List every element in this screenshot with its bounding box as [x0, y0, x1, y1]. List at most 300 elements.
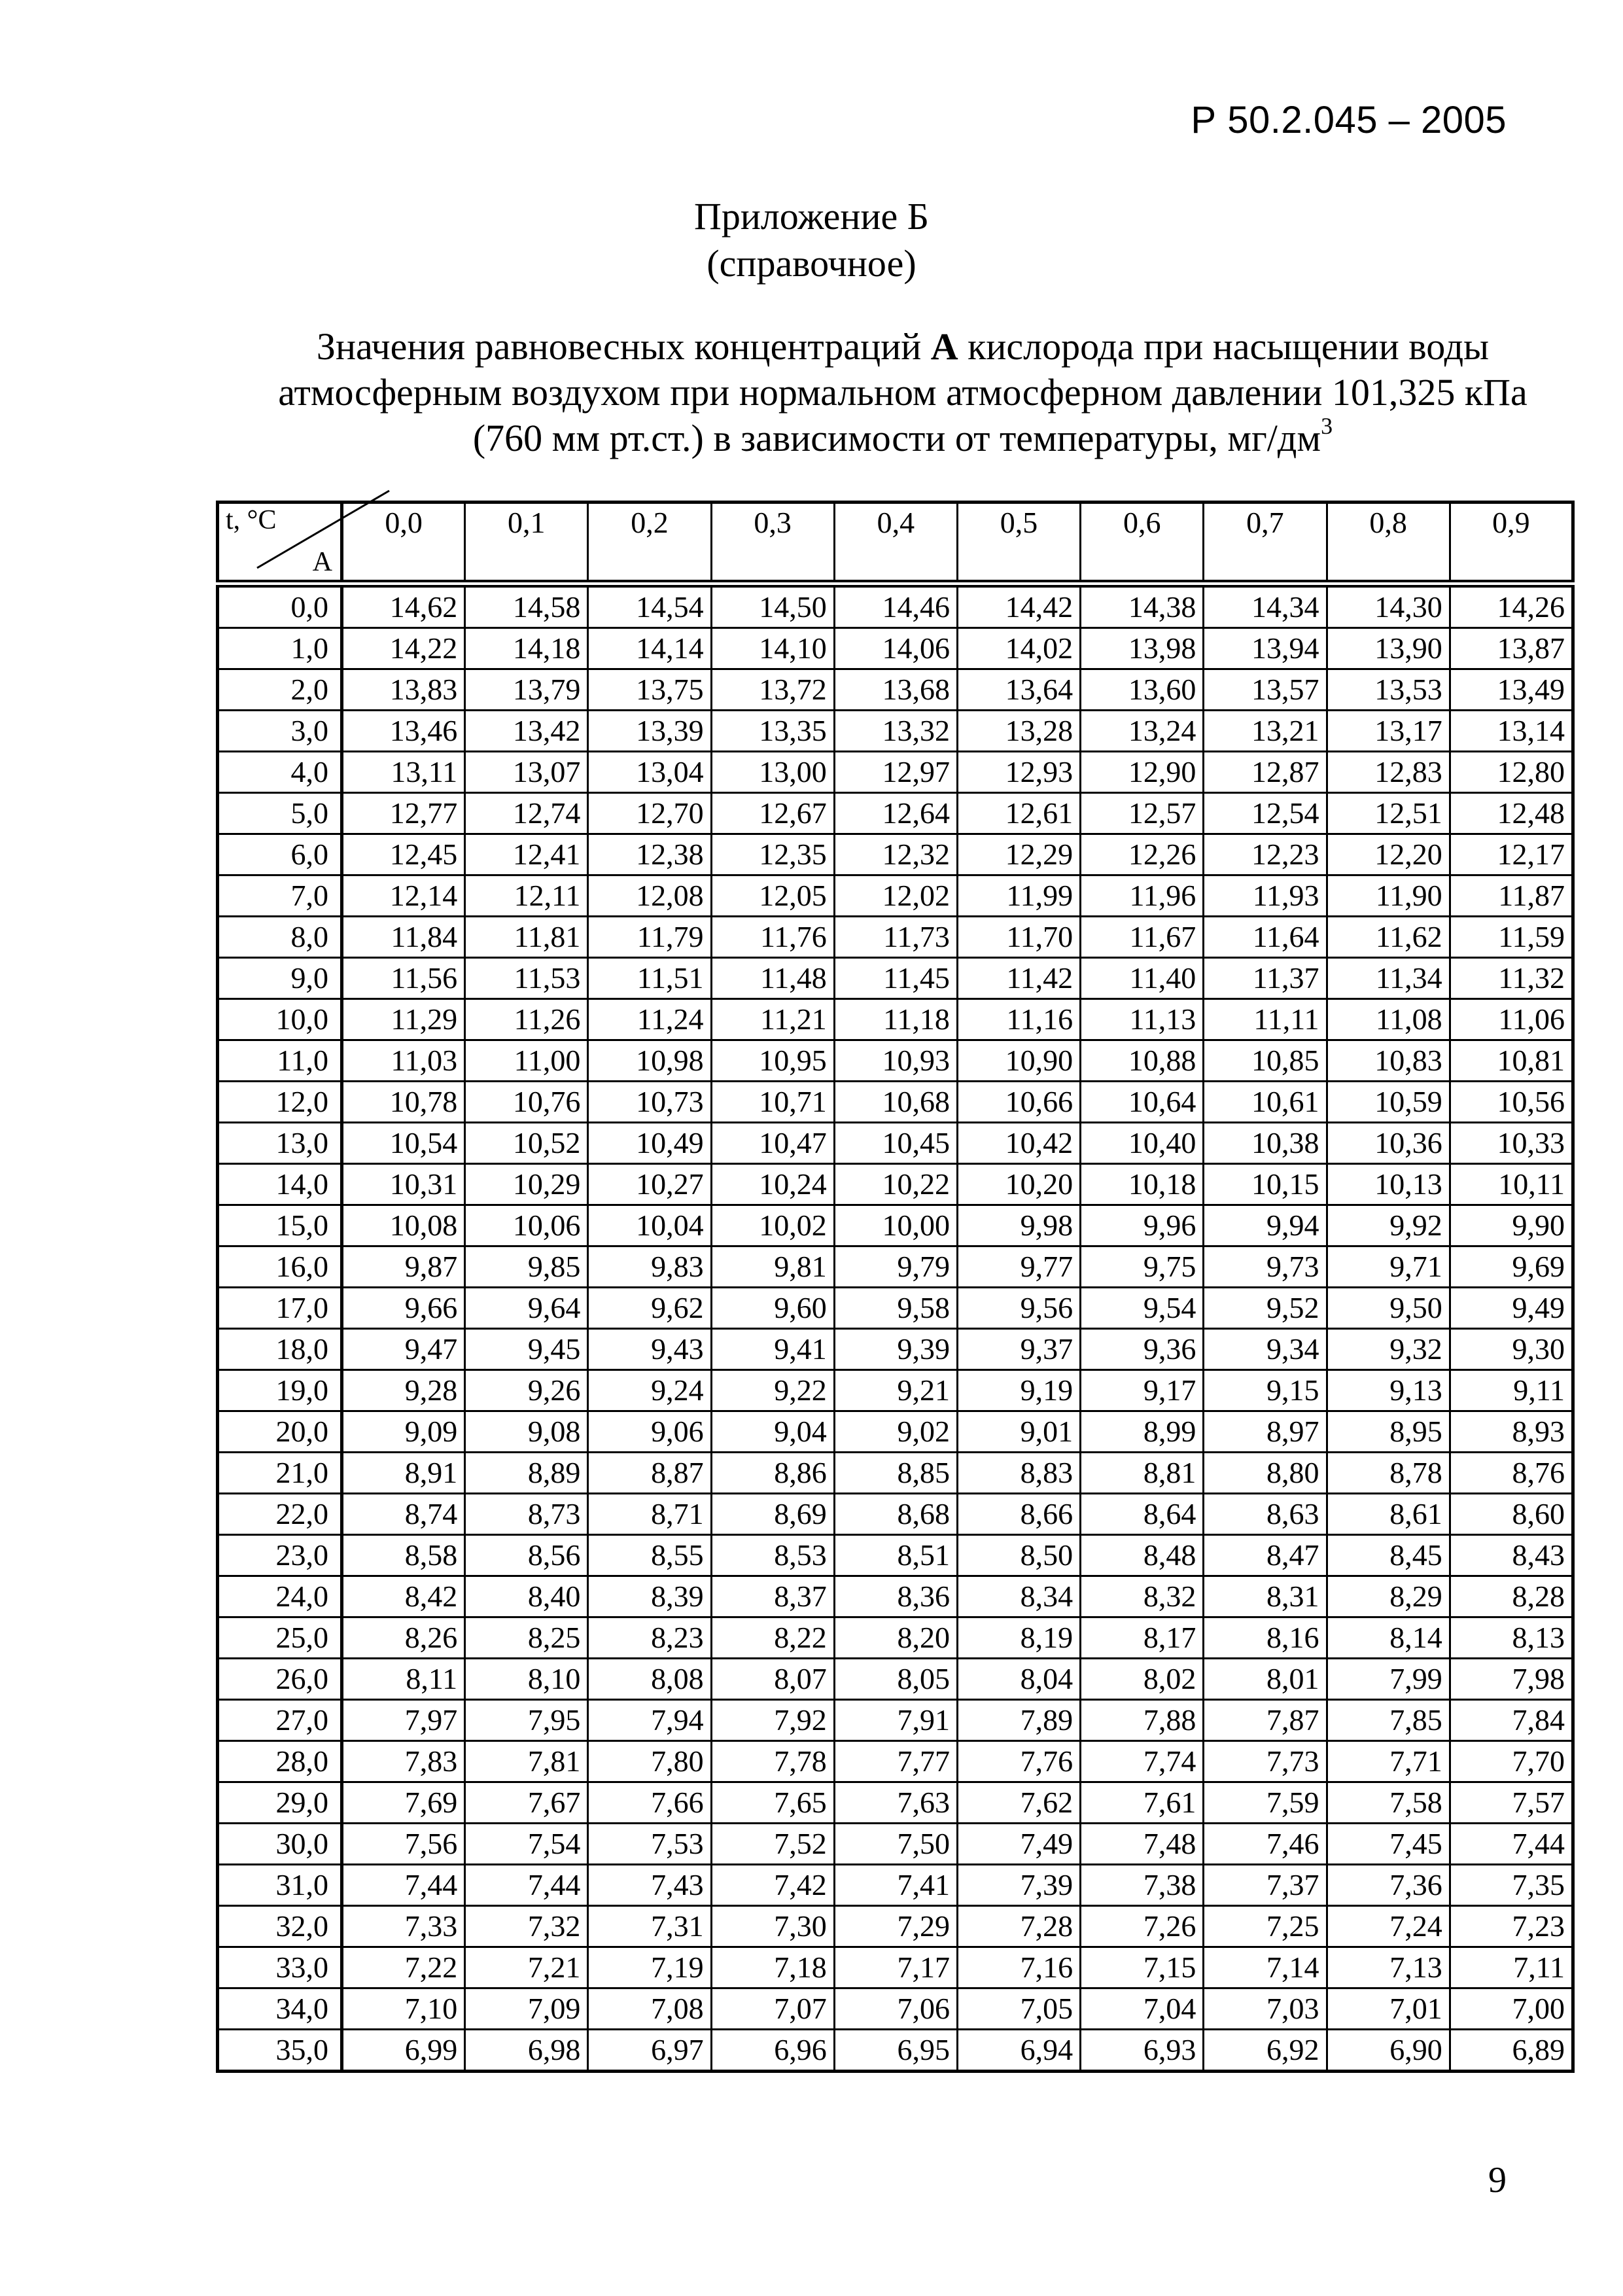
table-row	[218, 1617, 1573, 1659]
appendix-title: Приложение Б	[693, 195, 930, 238]
concentration-cell: 8,56	[465, 1535, 588, 1576]
concentration-cell: 6,94	[957, 2030, 1080, 2072]
concentration-cell: 7,66	[588, 1782, 711, 1824]
concentration-cell: 9,17	[1081, 1370, 1204, 1411]
concentration-cell: 8,73	[465, 1494, 588, 1535]
table-row	[218, 1741, 1573, 1782]
concentration-cell: 10,88	[1081, 1040, 1204, 1082]
concentration-cell: 11,96	[1081, 875, 1204, 917]
concentration-cell: 9,50	[1327, 1288, 1450, 1329]
column-header: 0,9	[1450, 503, 1573, 584]
concentration-cell: 7,73	[1204, 1741, 1327, 1782]
concentration-cell: 9,54	[1081, 1288, 1204, 1329]
concentration-cell: 10,61	[1204, 1082, 1327, 1123]
concentration-cell: 9,98	[957, 1205, 1080, 1246]
concentration-cell: 7,85	[1327, 1700, 1450, 1741]
concentration-cell: 7,57	[1450, 1782, 1573, 1824]
temperature-cell: 22,0	[218, 1494, 342, 1535]
concentration-cell: 9,96	[1081, 1205, 1204, 1246]
concentration-cell: 7,19	[588, 1947, 711, 1988]
concentration-cell: 10,52	[465, 1123, 588, 1164]
concentration-cell: 11,48	[711, 958, 834, 999]
concentration-cell: 10,15	[1204, 1164, 1327, 1205]
concentration-cell: 7,41	[834, 1865, 957, 1906]
concentration-cell: 9,26	[465, 1370, 588, 1411]
concentration-cell: 13,79	[465, 669, 588, 711]
concentration-cell: 10,06	[465, 1205, 588, 1246]
concentration-cell: 10,31	[342, 1164, 465, 1205]
concentration-cell: 14,26	[1450, 584, 1573, 628]
concentration-cell: 9,92	[1327, 1205, 1450, 1246]
concentration-cell: 10,20	[957, 1164, 1080, 1205]
appendix-subtitle: (справочное)	[707, 242, 916, 285]
concentration-cell: 8,28	[1450, 1576, 1573, 1617]
temperature-cell: 13,0	[218, 1123, 342, 1164]
concentration-cell: 8,10	[465, 1659, 588, 1700]
concentration-cell: 7,44	[342, 1865, 465, 1906]
concentration-cell: 12,05	[711, 875, 834, 917]
concentration-cell: 10,90	[957, 1040, 1080, 1082]
table-row	[218, 1288, 1573, 1329]
concentration-cell: 13,49	[1450, 669, 1573, 711]
concentration-cell: 13,53	[1327, 669, 1450, 711]
concentration-cell: 12,61	[957, 793, 1080, 834]
concentration-cell: 13,17	[1327, 711, 1450, 752]
concentration-cell: 10,47	[711, 1123, 834, 1164]
concentration-cell: 7,48	[1081, 1824, 1204, 1865]
concentration-cell: 10,04	[588, 1205, 711, 1246]
temperature-cell: 19,0	[218, 1370, 342, 1411]
concentration-cell: 12,41	[465, 834, 588, 875]
concentration-cell: 7,77	[834, 1741, 957, 1782]
temperature-cell: 26,0	[218, 1659, 342, 1700]
concentration-cell: 7,30	[711, 1906, 834, 1947]
concentration-cell: 8,89	[465, 1453, 588, 1494]
concentration-cell: 8,26	[342, 1617, 465, 1659]
concentration-cell: 7,37	[1204, 1865, 1327, 1906]
caption-symbol: А	[930, 325, 958, 368]
concentration-cell: 8,80	[1204, 1453, 1327, 1494]
concentration-cell: 13,35	[711, 711, 834, 752]
caption-part-1: Значения равновесных концентраций	[316, 325, 931, 368]
table-row	[218, 1535, 1573, 1576]
temperature-cell: 5,0	[218, 793, 342, 834]
concentration-cell: 7,61	[1081, 1782, 1204, 1824]
concentration-cell: 13,39	[588, 711, 711, 752]
concentration-cell: 9,37	[957, 1329, 1080, 1370]
table-row	[218, 1453, 1573, 1494]
temperature-cell: 23,0	[218, 1535, 342, 1576]
concentration-cell: 11,24	[588, 999, 711, 1040]
table-body	[218, 584, 1573, 2072]
table-row	[218, 1246, 1573, 1288]
concentration-cell: 14,50	[711, 584, 834, 628]
concentration-cell: 7,84	[1450, 1700, 1573, 1741]
concentration-cell: 9,69	[1450, 1246, 1573, 1288]
concentration-cell: 10,73	[588, 1082, 711, 1123]
concentration-cell: 8,04	[957, 1659, 1080, 1700]
concentration-cell: 10,18	[1081, 1164, 1204, 1205]
concentration-cell: 11,08	[1327, 999, 1450, 1040]
concentration-cell: 9,04	[711, 1411, 834, 1453]
column-header: 0,4	[834, 503, 957, 584]
concentration-cell: 7,97	[342, 1700, 465, 1741]
concentration-cell: 14,14	[588, 628, 711, 669]
concentration-cell: 12,80	[1450, 752, 1573, 793]
concentration-cell: 7,35	[1450, 1865, 1573, 1906]
concentration-cell: 8,76	[1450, 1453, 1573, 1494]
concentration-cell: 12,48	[1450, 793, 1573, 834]
concentration-cell: 6,95	[834, 2030, 957, 2072]
table-row	[218, 1576, 1573, 1617]
concentration-cell: 12,11	[465, 875, 588, 917]
document-number: Р 50.2.045 – 2005	[1191, 99, 1507, 141]
concentration-cell: 8,17	[1081, 1617, 1204, 1659]
table-row	[218, 1824, 1573, 1865]
concentration-cell: 8,71	[588, 1494, 711, 1535]
concentration-cell: 7,08	[588, 1988, 711, 2030]
concentration-cell: 11,64	[1204, 917, 1327, 958]
concentration-cell: 9,83	[588, 1246, 711, 1288]
concentration-cell: 7,44	[465, 1865, 588, 1906]
column-header: 0,8	[1327, 503, 1450, 584]
concentration-cell: 10,22	[834, 1164, 957, 1205]
concentration-cell: 10,68	[834, 1082, 957, 1123]
concentration-cell: 14,58	[465, 584, 588, 628]
concentration-cell: 7,43	[588, 1865, 711, 1906]
concentration-cell: 9,28	[342, 1370, 465, 1411]
table-row	[218, 1988, 1573, 2030]
concentration-cell: 10,81	[1450, 1040, 1573, 1082]
concentration-cell: 7,45	[1327, 1824, 1450, 1865]
concentration-cell: 11,59	[1450, 917, 1573, 958]
concentration-cell: 10,64	[1081, 1082, 1204, 1123]
concentration-cell: 9,90	[1450, 1205, 1573, 1246]
concentration-cell: 7,52	[711, 1824, 834, 1865]
concentration-cell: 12,29	[957, 834, 1080, 875]
concentration-cell: 11,11	[1204, 999, 1327, 1040]
temperature-cell: 1,0	[218, 628, 342, 669]
table-row	[218, 1782, 1573, 1824]
concentration-cell: 14,10	[711, 628, 834, 669]
temperature-cell: 4,0	[218, 752, 342, 793]
table-row	[218, 1906, 1573, 1947]
concentration-cell: 11,93	[1204, 875, 1327, 917]
concentration-cell: 8,05	[834, 1659, 957, 1700]
concentration-cell: 13,11	[342, 752, 465, 793]
concentration-cell: 8,31	[1204, 1576, 1327, 1617]
table-row	[218, 584, 1573, 628]
page-number: 9	[1488, 2160, 1507, 2200]
concentration-cell: 9,49	[1450, 1288, 1573, 1329]
concentration-cell: 8,83	[957, 1453, 1080, 1494]
column-header: 0,7	[1204, 503, 1327, 584]
concentration-cell: 9,66	[342, 1288, 465, 1329]
concentration-cell: 9,06	[588, 1411, 711, 1453]
concentration-cell: 7,53	[588, 1824, 711, 1865]
concentration-cell: 8,02	[1081, 1659, 1204, 1700]
concentration-cell: 11,53	[465, 958, 588, 999]
concentration-cell: 11,87	[1450, 875, 1573, 917]
concentration-cell: 7,03	[1204, 1988, 1327, 2030]
table-row	[218, 917, 1573, 958]
concentration-cell: 7,22	[342, 1947, 465, 1988]
concentration-cell: 13,24	[1081, 711, 1204, 752]
column-header: 0,6	[1081, 503, 1204, 584]
concentration-cell: 13,21	[1204, 711, 1327, 752]
concentration-cell: 7,50	[834, 1824, 957, 1865]
concentration-cell: 7,39	[957, 1865, 1080, 1906]
concentration-cell: 9,32	[1327, 1329, 1450, 1370]
concentration-cell: 13,83	[342, 669, 465, 711]
concentration-cell: 9,52	[1204, 1288, 1327, 1329]
concentration-cell: 9,75	[1081, 1246, 1204, 1288]
concentration-cell: 8,91	[342, 1453, 465, 1494]
concentration-cell: 14,34	[1204, 584, 1327, 628]
concentration-cell: 10,56	[1450, 1082, 1573, 1123]
concentration-cell: 9,01	[957, 1411, 1080, 1453]
column-header: 0,2	[588, 503, 711, 584]
concentration-cell: 10,38	[1204, 1123, 1327, 1164]
concentration-cell: 7,56	[342, 1824, 465, 1865]
temperature-cell: 34,0	[218, 1988, 342, 2030]
concentration-cell: 6,89	[1450, 2030, 1573, 2072]
table-row	[218, 1494, 1573, 1535]
concentration-cell: 7,91	[834, 1700, 957, 1741]
concentration-cell: 11,84	[342, 917, 465, 958]
concentration-cell: 8,25	[465, 1617, 588, 1659]
concentration-cell: 9,24	[588, 1370, 711, 1411]
concentration-cell: 7,71	[1327, 1741, 1450, 1782]
table-row	[218, 1659, 1573, 1700]
concentration-cell: 9,43	[588, 1329, 711, 1370]
concentration-cell: 8,37	[711, 1576, 834, 1617]
concentration-cell: 7,21	[465, 1947, 588, 1988]
concentration-cell: 14,06	[834, 628, 957, 669]
concentration-cell: 10,95	[711, 1040, 834, 1082]
concentration-cell: 13,46	[342, 711, 465, 752]
concentration-cell: 9,02	[834, 1411, 957, 1453]
caption-part-2: кислорода при насыщении воды атмосферным воздухом при нормальном атмосферном давлении 101,325 кПа (760 мм рт.ст.) в зависимости от температуры, мг/дм	[278, 325, 1527, 459]
concentration-cell: 11,18	[834, 999, 957, 1040]
concentration-cell: 10,42	[957, 1123, 1080, 1164]
concentration-cell: 7,83	[342, 1741, 465, 1782]
concentration-cell: 8,53	[711, 1535, 834, 1576]
temperature-cell: 10,0	[218, 999, 342, 1040]
table-caption	[275, 324, 1531, 461]
concentration-cell: 7,11	[1450, 1947, 1573, 1988]
concentration-cell: 11,99	[957, 875, 1080, 917]
concentration-cell: 10,45	[834, 1123, 957, 1164]
concentration-cell: 11,76	[711, 917, 834, 958]
concentration-cell: 7,25	[1204, 1906, 1327, 1947]
concentration-cell: 7,95	[465, 1700, 588, 1741]
concentration-cell: 11,90	[1327, 875, 1450, 917]
concentration-cell: 12,14	[342, 875, 465, 917]
concentration-cell: 7,15	[1081, 1947, 1204, 1988]
concentration-cell: 7,36	[1327, 1865, 1450, 1906]
concentration-cell: 11,32	[1450, 958, 1573, 999]
concentration-cell: 7,44	[1450, 1824, 1573, 1865]
concentration-cell: 7,09	[465, 1988, 588, 2030]
concentration-cell: 10,33	[1450, 1123, 1573, 1164]
concentration-cell: 8,34	[957, 1576, 1080, 1617]
concentration-cell: 7,10	[342, 1988, 465, 2030]
concentration-cell: 9,73	[1204, 1246, 1327, 1288]
temperature-cell: 30,0	[218, 1824, 342, 1865]
table-row	[218, 999, 1573, 1040]
temperature-cell: 7,0	[218, 875, 342, 917]
concentration-cell: 12,35	[711, 834, 834, 875]
column-header: 0,1	[465, 503, 588, 584]
concentration-cell: 11,16	[957, 999, 1080, 1040]
temperature-cell: 31,0	[218, 1865, 342, 1906]
temperature-cell: 35,0	[218, 2030, 342, 2072]
concentration-cell: 11,70	[957, 917, 1080, 958]
temperature-cell: 9,0	[218, 958, 342, 999]
concentration-cell: 11,79	[588, 917, 711, 958]
concentration-cell: 9,60	[711, 1288, 834, 1329]
concentration-cell: 7,63	[834, 1782, 957, 1824]
concentration-cell: 7,98	[1450, 1659, 1573, 1700]
concentration-cell: 8,23	[588, 1617, 711, 1659]
concentration-cell: 8,08	[588, 1659, 711, 1700]
concentration-cell: 10,93	[834, 1040, 957, 1082]
concentration-cell: 13,07	[465, 752, 588, 793]
concentration-cell: 13,87	[1450, 628, 1573, 669]
concentration-cell: 8,43	[1450, 1535, 1573, 1576]
appendix-heading	[0, 193, 1623, 287]
concentration-cell: 9,34	[1204, 1329, 1327, 1370]
concentration-cell: 7,99	[1327, 1659, 1450, 1700]
concentration-cell: 8,40	[465, 1576, 588, 1617]
concentration-cell: 9,77	[957, 1246, 1080, 1288]
temperature-cell: 24,0	[218, 1576, 342, 1617]
concentration-cell: 12,23	[1204, 834, 1327, 875]
caption-superscript: 3	[1321, 413, 1333, 439]
temperature-cell: 25,0	[218, 1617, 342, 1659]
concentration-cell: 7,14	[1204, 1947, 1327, 1988]
concentration-cell: 13,75	[588, 669, 711, 711]
concentration-cell: 10,13	[1327, 1164, 1450, 1205]
concentration-cell: 10,29	[465, 1164, 588, 1205]
concentration-cell: 14,18	[465, 628, 588, 669]
concentration-cell: 7,16	[957, 1947, 1080, 1988]
concentration-cell: 8,69	[711, 1494, 834, 1535]
temperature-cell: 11,0	[218, 1040, 342, 1082]
concentration-cell: 9,47	[342, 1329, 465, 1370]
concentration-cell: 10,85	[1204, 1040, 1327, 1082]
concentration-cell: 8,68	[834, 1494, 957, 1535]
temperature-cell: 27,0	[218, 1700, 342, 1741]
table-row	[218, 628, 1573, 669]
concentration-cell: 11,51	[588, 958, 711, 999]
concentration-cell: 8,97	[1204, 1411, 1327, 1453]
concentration-cell: 7,80	[588, 1741, 711, 1782]
concentration-cell: 7,17	[834, 1947, 957, 1988]
temperature-cell: 29,0	[218, 1782, 342, 1824]
concentration-cell: 12,74	[465, 793, 588, 834]
concentration-cell: 8,07	[711, 1659, 834, 1700]
concentration-cell: 7,58	[1327, 1782, 1450, 1824]
concentration-cell: 7,42	[711, 1865, 834, 1906]
concentration-cell: 7,00	[1450, 1988, 1573, 2030]
concentration-cell: 10,27	[588, 1164, 711, 1205]
concentration-cell: 8,61	[1327, 1494, 1450, 1535]
concentration-cell: 7,78	[711, 1741, 834, 1782]
concentration-cell: 6,92	[1204, 2030, 1327, 2072]
concentration-cell: 8,64	[1081, 1494, 1204, 1535]
concentration-cell: 11,00	[465, 1040, 588, 1082]
concentration-cell: 14,02	[957, 628, 1080, 669]
concentration-cell: 12,26	[1081, 834, 1204, 875]
temperature-cell: 14,0	[218, 1164, 342, 1205]
concentration-cell: 9,13	[1327, 1370, 1450, 1411]
concentration-cell: 13,28	[957, 711, 1080, 752]
concentration-cell: 13,94	[1204, 628, 1327, 669]
table-row	[218, 793, 1573, 834]
temperature-cell: 20,0	[218, 1411, 342, 1453]
concentration-cell: 10,66	[957, 1082, 1080, 1123]
temperature-cell: 17,0	[218, 1288, 342, 1329]
concentration-cell: 8,86	[711, 1453, 834, 1494]
concentration-cell: 9,79	[834, 1246, 957, 1288]
concentration-cell: 13,00	[711, 752, 834, 793]
concentration-cell: 10,54	[342, 1123, 465, 1164]
concentration-cell: 11,67	[1081, 917, 1204, 958]
table-row	[218, 1164, 1573, 1205]
concentration-cell: 8,39	[588, 1576, 711, 1617]
concentration-cell: 8,11	[342, 1659, 465, 1700]
concentration-cell: 7,07	[711, 1988, 834, 2030]
concentration-cell: 7,87	[1204, 1700, 1327, 1741]
temperature-cell: 28,0	[218, 1741, 342, 1782]
concentration-cell: 8,63	[1204, 1494, 1327, 1535]
concentration-cell: 13,72	[711, 669, 834, 711]
concentration-cell: 7,18	[711, 1947, 834, 1988]
concentration-cell: 9,81	[711, 1246, 834, 1288]
concentration-cell: 6,99	[342, 2030, 465, 2072]
concentration-cell: 9,45	[465, 1329, 588, 1370]
concentration-cell: 8,58	[342, 1535, 465, 1576]
concentration-cell: 12,02	[834, 875, 957, 917]
concentration-cell: 9,08	[465, 1411, 588, 1453]
concentration-cell: 7,05	[957, 1988, 1080, 2030]
concentration-cell: 13,57	[1204, 669, 1327, 711]
concentration-cell: 8,78	[1327, 1453, 1450, 1494]
concentration-cell: 7,81	[465, 1741, 588, 1782]
concentration-cell: 7,24	[1327, 1906, 1450, 1947]
concentration-cell: 13,42	[465, 711, 588, 752]
concentration-cell: 10,83	[1327, 1040, 1450, 1082]
table-row	[218, 711, 1573, 752]
temperature-cell: 18,0	[218, 1329, 342, 1370]
column-header: 0,3	[711, 503, 834, 584]
temperature-cell: 3,0	[218, 711, 342, 752]
concentration-cell: 7,54	[465, 1824, 588, 1865]
concentration-cell: 10,02	[711, 1205, 834, 1246]
oxygen-concentration-table	[216, 501, 1575, 2073]
concentration-cell: 11,62	[1327, 917, 1450, 958]
concentration-cell: 8,13	[1450, 1617, 1573, 1659]
concentration-cell: 8,20	[834, 1617, 957, 1659]
concentration-cell: 8,87	[588, 1453, 711, 1494]
concentration-cell: 8,16	[1204, 1617, 1327, 1659]
concentration-cell: 9,39	[834, 1329, 957, 1370]
concentration-cell: 7,62	[957, 1782, 1080, 1824]
concentration-cell: 12,64	[834, 793, 957, 834]
concentration-cell: 9,15	[1204, 1370, 1327, 1411]
